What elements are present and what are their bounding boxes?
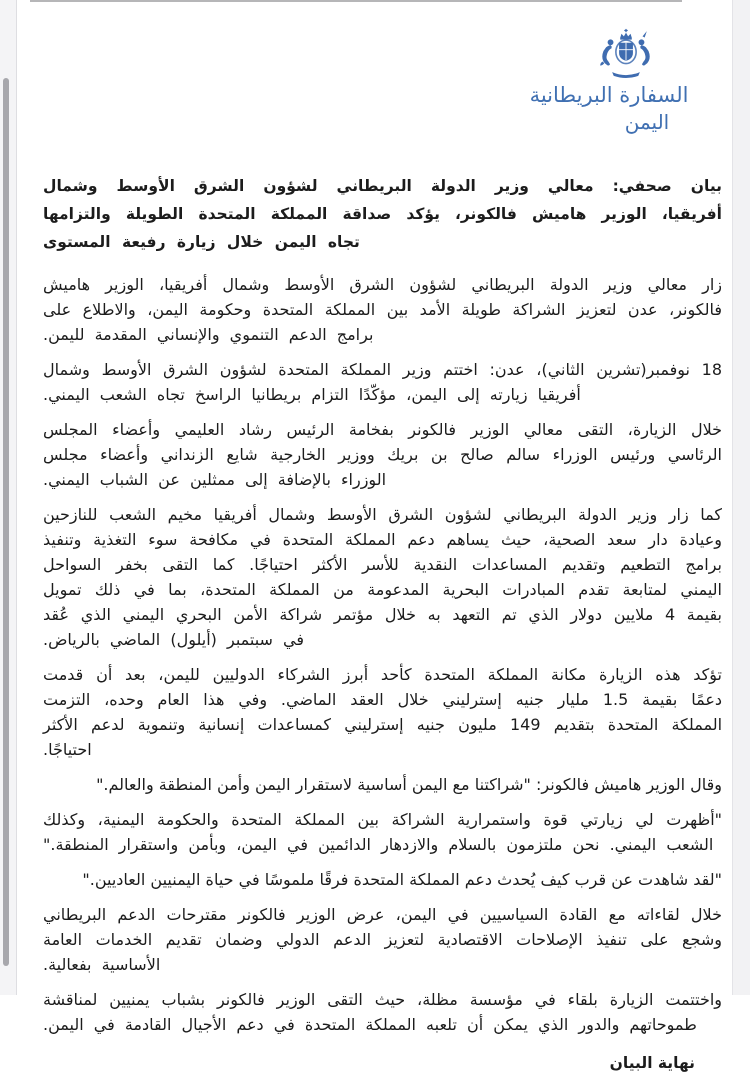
document-page [17, 0, 732, 1072]
press-paragraph: زار معالي وزير الدولة البريطاني لشؤون الشرق الأوسط وشمال أفريقيا، الوزير هاميش فالكونر، عدن لتعزيز الشراكة طويلة الأمد بين المملكة المتحدة وحكومة اليمن، والاطلاع على برامج الدعم التنموي والإنساني المقدمة لليمن. [43, 275, 722, 344]
press-release-body [43, 26, 722, 1076]
quote-paragraph: وقال الوزير هاميش فالكونر: "شراكتنا مع اليمن أساسية لاستقرار اليمن وأمن المنطقة والعالم." [96, 775, 722, 794]
press-paragraph: خلال لقاءاته مع القادة السياسيين في اليمن، عرض الوزير فالكونر مقترحات الدعم البريطاني وشجع على تنفيذ الإصلاحات الاقتصادية لتعزيز الدعم الدولي وضمان تقديم الخدمات العامة الأساسية بفعالية. [43, 905, 722, 974]
press-paragraph: خلال الزيارة، التقى معالي الوزير فالكونر بفخامة الرئيس رشاد العليمي وأعضاء المجلس الرئاسي ورئيس الوزراء سالم صالح بن بريك ووزير الخارجية شايع الزنداني وأعضاء مجلس الوزراء بالإضافة إلى ممثلين عن الشباب اليمني. [43, 420, 722, 489]
quote-paragraph: "أظهرت لي زيارتي قوة واستمرارية الشراكة بين المملكة المتحدة والحكومة اليمنية، وكذلك الشعب اليمني. نحن ملتزمون بالسلام والازدهار الدائمين في اليمن، وبأمن واستقرار المنطقة." [43, 810, 722, 854]
embassy-country: اليمن [624, 110, 670, 134]
embassy-name: السفارة البريطانية [529, 83, 689, 107]
document-top-edge [30, 0, 682, 2]
uk-royal-coat-of-arms-icon [594, 26, 658, 82]
press-paragraph: كما زار وزير الدولة البريطاني لشؤون الشرق الأوسط وشمال أفريقيا مخيم الشعب للنازحين وعيادة دار سعد الصحية، حيث يساهم دعم المملكة المتحدة في مكافحة سوء التغذية وتنفيذ برامج التطعيم وتقديم المساعدات النقدية للأسر الأكثر احتياجًا. كما التقى بخفر السواحل اليمني لمتابعة تقدم المبادرات البحرية المدعومة من المملكة المتحدة، بما في ذلك تمويل بقيمة 4 ملايين دولار الذي تم التعهد به خلال مؤتمر شراكة الأمن البحري اليمني الذي عُقد في سبتمبر (أيلول) الماضي بالرياض. [43, 505, 722, 649]
press-paragraph: واختتمت الزيارة بلقاء في مؤسسة مظلة، حيث التقى الوزير فالكونر بشباب يمنيين لمناقشة طموحاتهم والدور الذي يمكن أن تلعبه المملكة المتحدة في دعم الأجيال القادمة في اليمن. [43, 990, 722, 1034]
letterhead [504, 26, 714, 136]
right-gutter [732, 0, 750, 995]
press-paragraph: تؤكد هذه الزيارة مكانة المملكة المتحدة كأحد أبرز الشركاء الدوليين لليمن، بعد أن قدمت دعمًا بقيمة 1.5 مليار جنيه إسترليني خلال العقد الماضي. وفي هذا العام وحده، التزمت المملكة المتحدة بتقديم 149 مليون جنيه إسترليني كمساعدات إنسانية وتنموية لدعم الأكثر احتياجًا. [43, 665, 723, 759]
quote-paragraph: "لقد شاهدت عن قرب كيف يُحدث دعم المملكة المتحدة فرقًا ملموسًا في حياة اليمنيين العاديين." [82, 870, 722, 889]
scrollbar-track[interactable] [0, 0, 17, 995]
press-paragraph: 18 نوفمبر(تشرين الثاني)، عدن: اختتم وزير المملكة المتحدة لشؤون الشرق الأوسط وشمال أفريقيا زيارته إلى اليمن، مؤكّدًا التزام بريطانيا الراسخ تجاه الشعب اليمني. [43, 360, 722, 404]
scrollbar-thumb[interactable] [3, 78, 9, 966]
press-headline: بيان صحفي: معالي وزير الدولة البريطاني لشؤون الشرق الأوسط وشمال أفريقيا، الوزير هاميش فالكونر، يؤكد صداقة المملكة المتحدة الطويلة والتزامها تجاه اليمن خلال زيارة رفيعة المستوى [43, 177, 722, 251]
closing-line: نهاية البيان [609, 1054, 695, 1072]
